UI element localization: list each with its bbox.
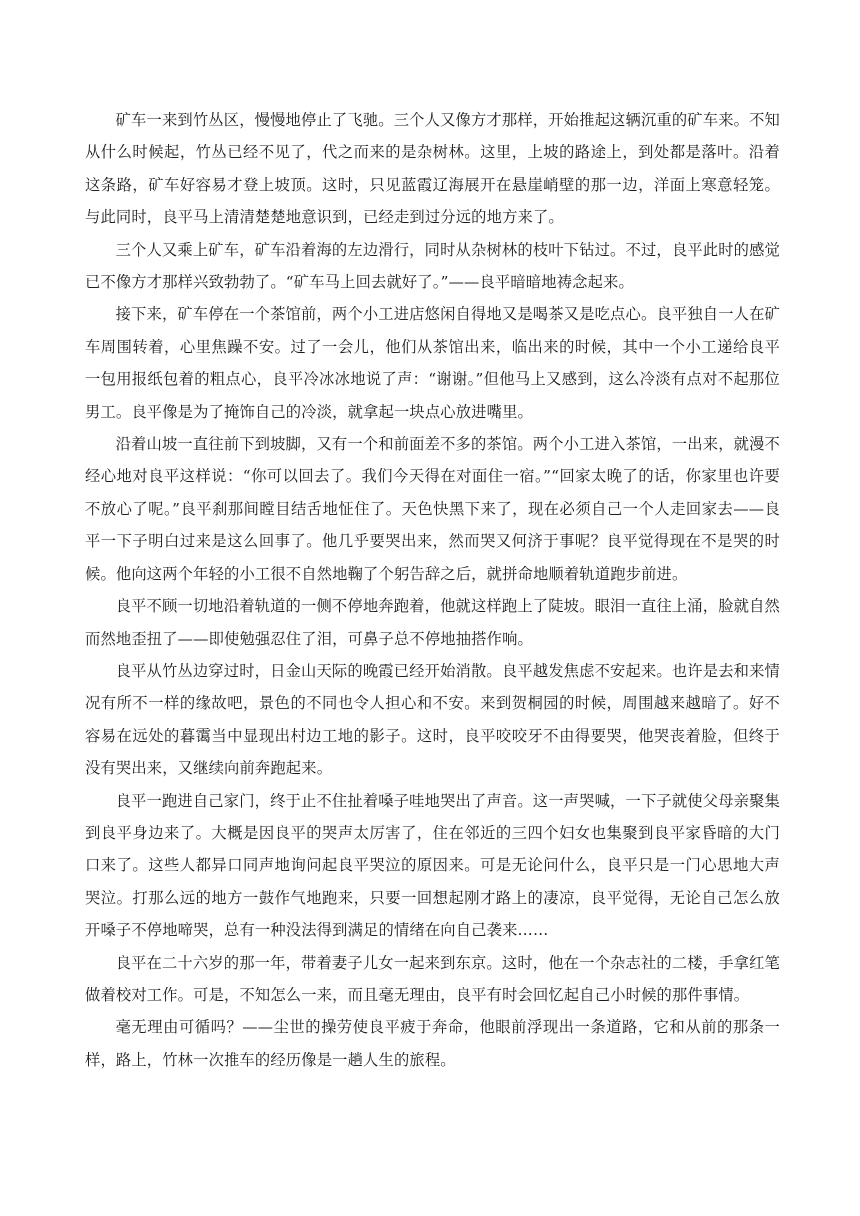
paragraph-3: 接下来，矿车停在一个茶馆前，两个小工进店悠闲自得地又是喝茶又是吃点心。良平独自一人在矿车周围转着，心里焦躁不安。过了一会儿，他们从茶馆出来，临出来的时候，其中一个小工递给良平一包用报纸包着的粗点心，良平冷冰冰地说了声：“谢谢。”但他马上又感到，这么冷淡有点对不起那位男工。良平像是为了掩饰自己的冷淡，就拿起一块点心放进嘴里。	[85, 305, 780, 421]
paragraph-2: 三个人又乘上矿车，矿车沿着海的左边滑行，同时从杂树林的枝叶下钻过。不过，良平此时的感觉已不像方才那样兴致勃勃了。“矿车马上回去就好了。”——良平暗暗地祷念起来。	[85, 240, 780, 292]
paragraph-8: 良平在二十六岁的那一年，带着妻子儿女一起来到东京。这时，他在一个杂志社的二楼，手拿红笔做着校对工作。可是，不知怎么一来，而且毫无理由，良平有时会回忆起自己小时候的那件事情。	[85, 953, 780, 1004]
paragraph-5: 良平不顾一切地沿着轨道的一侧不停地奔跑着，他就这样跑上了陡坡。眼泪一直往上涌，脸就自然而然地歪扭了——即使勉强忍住了泪，可鼻子总不停地抽搭作响。	[85, 597, 780, 648]
paragraph-4: 沿着山坡一直往前下到坡脚，又有一个和前面差不多的茶馆。两个小工进入茶馆，一出来，就漫不经心地对良平这样说：“你可以回去了。我们今天得在对面住一宿。”“回家太晚了的话，你家里也许要不放心了呢。”良平刹那间瞠目结舌地怔住了。天色快黑下来了，现在必须自己一个人走回家去——良平一下子明白过来是这么回事了。他几乎要哭出来，然而哭又何济于事呢？良平觉得现在不是哭的时候。他向这两个年轻的小工很不自然地鞠了个躬告辞之后，就拼命地顺着轨道跑步前进。	[85, 435, 780, 583]
paragraph-9: 毫无理由可循吗？——尘世的操劳使良平疲于奔命，他眼前浮现出一条道路，它和从前的那条一样，路上，竹林一次推车的经历像是一趟人生的旅程。	[85, 1018, 780, 1069]
paragraph-6: 良平从竹丛边穿过时，日金山天际的晚霞已经开始消散。良平越发焦虑不安起来。也许是去和来情况有所不一样的缘故吧，景色的不同也令人担心和不安。来到贺桐园的时候，周围越来越暗了。好不容易在远处的暮霭当中显现出村边工地的影子。这时，良平咬咬牙不由得要哭，他哭丧着脸，但终于没有哭出来，又继续向前奔跑起来。	[85, 661, 780, 778]
paragraph-7: 良平一跑进自己家门，终于止不住扯着嗓子哇地哭出了声音。这一声哭喊，一下子就使父母亲聚集到良平身边来了。大概是因良平的哭声太厉害了，住在邻近的三四个妇女也集聚到良平家昏暗的大门口来了。这些人都异口同声地询问起良平哭泣的原因来。可是无论问什么，良平只是一门心思地大声哭泣。打那么远的地方一鼓作气地跑来，只要一回想起刚才路上的凄凉，良平觉得，无论自己怎么放开嗓子不停地啼哭，总有一种没法得到满足的情绪在向自己袭来……	[85, 791, 780, 940]
paragraph-1: 矿车一来到竹丛区，慢慢地停止了飞驰。三个人又像方才那样，开始推起这辆沉重的矿车来。不知从什么时候起，竹丛已经不见了，代之而来的是杂树林。这里，上坡的路途上，到处都是落叶。沿着这条路，矿车好容易才登上坡顶。这时，只见蓝霞辽海展开在悬崖峭壁的那一边，洋面上寒意轻笼。与此同时，良平马上清清楚楚地意识到，已经走到过分远的地方来了。	[85, 111, 780, 227]
document-body	[85, 104, 780, 1076]
